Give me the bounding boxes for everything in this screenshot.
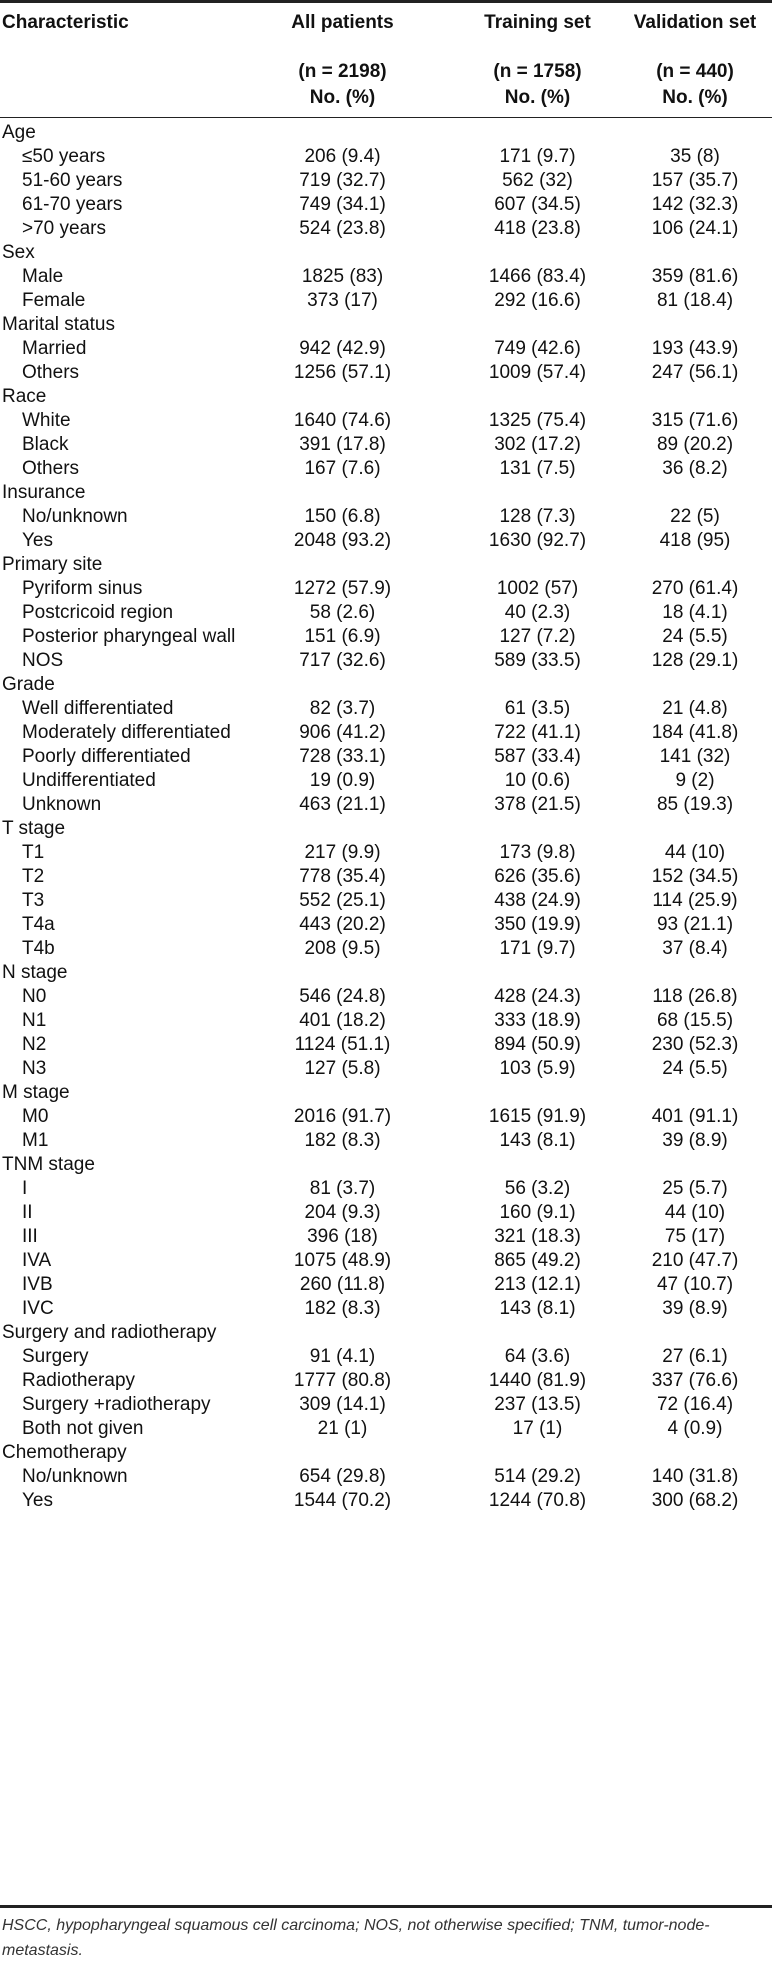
validation-set-cell: 142 (32.3): [651, 194, 739, 215]
group-label: Marital status: [2, 314, 115, 335]
validation-set-cell: 337 (76.6): [651, 1370, 739, 1391]
row-label: 51-60 years: [22, 170, 123, 191]
validation-set-cell: 27 (6.1): [662, 1346, 728, 1367]
all-patients-cell: 1124 (51.1): [294, 1034, 391, 1055]
all-patients-cell: 906 (41.2): [299, 722, 386, 743]
all-patients-cell: 204 (9.3): [304, 1202, 381, 1223]
training-set-cell: 321 (18.3): [494, 1226, 581, 1247]
training-set-cell: 61 (3.5): [504, 698, 571, 719]
all-patients-cell: 21 (1): [317, 1418, 368, 1439]
row-label: III: [22, 1226, 38, 1247]
validation-set-cell: 93 (21.1): [656, 914, 734, 935]
training-set-cell: 562 (32): [502, 170, 573, 191]
validation-set-cell: 184 (41.8): [651, 722, 739, 743]
all-patients-cell: 728 (33.1): [299, 746, 386, 767]
all-patients-cell: 524 (23.8): [299, 218, 386, 239]
row-label: IVB: [22, 1274, 53, 1295]
row-label: Yes: [22, 1490, 53, 1511]
validation-set-cell: 18 (4.1): [662, 602, 728, 623]
row-label: IVA: [22, 1250, 52, 1271]
header-all-patients-unit: No. (%): [309, 87, 376, 108]
training-set-cell: 418 (23.8): [494, 218, 581, 239]
all-patients-cell: 208 (9.5): [304, 938, 381, 959]
row-label: N1: [22, 1010, 47, 1031]
validation-set-cell: 193 (43.9): [651, 338, 739, 359]
training-set-cell: 722 (41.1): [494, 722, 581, 743]
all-patients-cell: 81 (3.7): [309, 1178, 376, 1199]
row-label: Radiotherapy: [22, 1370, 136, 1391]
row-label: Others: [22, 458, 80, 479]
row-label: Surgery: [22, 1346, 89, 1367]
all-patients-cell: 443 (20.2): [299, 914, 386, 935]
training-set-cell: 56 (3.2): [504, 1178, 571, 1199]
training-set-cell: 171 (9.7): [499, 146, 576, 167]
header-training-set-unit: No. (%): [504, 87, 571, 108]
row-label: 61-70 years: [22, 194, 123, 215]
validation-set-cell: 152 (34.5): [651, 866, 739, 887]
row-label: Undifferentiated: [22, 770, 156, 791]
all-patients-cell: 396 (18): [307, 1226, 378, 1247]
validation-set-cell: 4 (0.9): [667, 1418, 723, 1439]
validation-set-cell: 118 (26.8): [652, 986, 738, 1007]
row-label: M1: [22, 1130, 49, 1151]
table-header: [0, 8, 772, 133]
training-set-cell: 10 (0.6): [504, 770, 571, 791]
validation-set-cell: 44 (10): [664, 842, 726, 863]
all-patients-cell: 719 (32.7): [299, 170, 386, 191]
validation-set-cell: 157 (35.7): [651, 170, 739, 191]
training-set-cell: 173 (9.8): [499, 842, 576, 863]
validation-set-cell: 35 (8): [670, 146, 720, 167]
table-footnote: HSCC, hypopharyngeal squamous cell carcinoma; NOS, not otherwise specified; TNM, tumor-node-metastasis.: [2, 1917, 710, 1959]
table-top-rule: [0, 0, 772, 3]
validation-set-cell: 85 (19.3): [656, 794, 734, 815]
validation-set-cell: 210 (47.7): [651, 1250, 739, 1271]
validation-set-cell: 89 (20.2): [656, 434, 734, 455]
header-characteristic: Characteristic: [2, 12, 129, 33]
header-validation-set-n: (n = 440): [656, 61, 734, 82]
all-patients-cell: 1075 (48.9): [293, 1250, 392, 1271]
all-patients-cell: 552 (25.1): [299, 890, 386, 911]
training-set-cell: 894 (50.9): [494, 1034, 581, 1055]
row-label: White: [22, 410, 71, 431]
training-set-cell: 143 (8.1): [499, 1298, 576, 1319]
training-set-cell: 589 (33.5): [494, 650, 581, 671]
row-label: I: [22, 1178, 28, 1199]
header-training-set-n: (n = 1758): [493, 61, 582, 82]
header-validation-set-unit: No. (%): [662, 87, 728, 108]
header-training-set: Training set: [484, 12, 591, 33]
group-label: Race: [2, 386, 47, 407]
training-set-cell: 128 (7.3): [499, 506, 576, 527]
all-patients-cell: 1272 (57.9): [293, 578, 392, 599]
all-patients-cell: 91 (4.1): [309, 1346, 376, 1367]
group-label: Insurance: [2, 482, 86, 503]
validation-set-cell: 128 (29.1): [651, 650, 739, 671]
training-set-cell: 1615 (91.9): [488, 1106, 587, 1127]
all-patients-cell: 260 (11.8): [299, 1274, 386, 1295]
training-set-cell: 626 (35.6): [494, 866, 581, 887]
row-label: Postcricoid region: [22, 602, 174, 623]
all-patients-cell: 463 (21.1): [299, 794, 386, 815]
validation-set-cell: 24 (5.5): [662, 1058, 728, 1079]
group-label: Primary site: [2, 554, 103, 575]
all-patients-cell: 778 (35.4): [299, 866, 386, 887]
validation-set-cell: 25 (5.7): [662, 1178, 728, 1199]
group-label: Chemotherapy: [2, 1442, 127, 1463]
row-label: Male: [22, 266, 64, 287]
group-label: Surgery and radiotherapy: [2, 1322, 217, 1343]
validation-set-cell: 140 (31.8): [651, 1466, 739, 1487]
training-set-cell: 64 (3.6): [504, 1346, 571, 1367]
all-patients-cell: 206 (9.4): [304, 146, 381, 167]
all-patients-cell: 217 (9.9): [304, 842, 381, 863]
training-set-cell: 587 (33.4): [494, 746, 581, 767]
validation-set-cell: 39 (8.9): [662, 1130, 728, 1151]
group-label: Grade: [2, 674, 55, 695]
training-set-cell: 350 (19.9): [494, 914, 581, 935]
validation-set-cell: 36 (8.2): [662, 458, 728, 479]
training-set-cell: 749 (42.6): [494, 338, 581, 359]
training-set-cell: 428 (24.3): [494, 986, 581, 1007]
validation-set-cell: 37 (8.4): [662, 938, 728, 959]
all-patients-cell: 182 (8.3): [304, 1298, 381, 1319]
group-label: T stage: [2, 818, 66, 839]
training-set-cell: 131 (7.5): [499, 458, 576, 479]
validation-set-cell: 39 (8.9): [662, 1298, 728, 1319]
training-set-cell: 302 (17.2): [494, 434, 581, 455]
validation-set-cell: 75 (17): [664, 1226, 726, 1247]
training-set-cell: 160 (9.1): [499, 1202, 576, 1223]
all-patients-cell: 749 (34.1): [299, 194, 386, 215]
row-label: II: [22, 1202, 33, 1223]
row-label: Moderately differentiated: [22, 722, 231, 743]
all-patients-cell: 546 (24.8): [299, 986, 386, 1007]
validation-set-cell: 401 (91.1): [651, 1106, 739, 1127]
all-patients-cell: 151 (6.9): [304, 626, 381, 647]
validation-set-cell: 300 (68.2): [651, 1490, 739, 1511]
all-patients-cell: 942 (42.9): [299, 338, 386, 359]
all-patients-cell: 58 (2.6): [309, 602, 376, 623]
training-set-cell: 1325 (75.4): [488, 410, 587, 431]
row-label: No/unknown: [22, 1466, 128, 1487]
training-set-cell: 514 (29.2): [494, 1466, 581, 1487]
training-set-cell: 333 (18.9): [494, 1010, 581, 1031]
training-set-cell: 213 (12.1): [494, 1274, 581, 1295]
validation-set-cell: 106 (24.1): [651, 218, 739, 239]
header-validation-set: Validation set: [633, 12, 757, 33]
validation-set-cell: 72 (16.4): [656, 1394, 734, 1415]
training-set-cell: 607 (34.5): [494, 194, 581, 215]
validation-set-cell: 230 (52.3): [651, 1034, 739, 1055]
validation-set-cell: 44 (10): [664, 1202, 726, 1223]
row-label: M0: [22, 1106, 49, 1127]
row-label: IVC: [22, 1298, 54, 1319]
validation-set-cell: 68 (15.5): [656, 1010, 734, 1031]
validation-set-cell: 81 (18.4): [656, 290, 734, 311]
validation-set-cell: 418 (95): [659, 530, 731, 551]
row-label: Both not given: [22, 1418, 144, 1439]
training-set-cell: 1009 (57.4): [488, 362, 587, 383]
row-label: T3: [22, 890, 45, 911]
all-patients-cell: 654 (29.8): [299, 1466, 386, 1487]
validation-set-cell: 359 (81.6): [651, 266, 739, 287]
row-label: N2: [22, 1034, 47, 1055]
group-label: Age: [2, 122, 36, 143]
training-set-cell: 127 (7.2): [499, 626, 576, 647]
training-set-cell: 865 (49.2): [494, 1250, 581, 1271]
table-bottom-rule: [0, 1905, 772, 1908]
training-set-cell: 378 (21.5): [494, 794, 581, 815]
row-label: Surgery +radiotherapy: [22, 1394, 211, 1415]
row-label: Poorly differentiated: [22, 746, 191, 767]
row-label: Well differentiated: [22, 698, 174, 719]
training-set-cell: 292 (16.6): [494, 290, 581, 311]
all-patients-cell: 150 (6.8): [304, 506, 381, 527]
training-set-cell: 143 (8.1): [499, 1130, 576, 1151]
training-set-cell: 1466 (83.4): [488, 266, 587, 287]
validation-set-cell: 47 (10.7): [656, 1274, 734, 1295]
group-label: TNM stage: [2, 1154, 95, 1175]
row-label: Others: [22, 362, 80, 383]
validation-set-cell: 114 (25.9): [652, 890, 738, 911]
row-label: Pyriform sinus: [22, 578, 143, 599]
all-patients-cell: 1544 (70.2): [293, 1490, 392, 1511]
row-label: NOS: [22, 650, 64, 671]
validation-set-cell: 24 (5.5): [662, 626, 728, 647]
training-set-cell: 1244 (70.8): [488, 1490, 587, 1511]
row-label: T4b: [22, 938, 55, 959]
row-label: Female: [22, 290, 86, 311]
group-label: M stage: [2, 1082, 70, 1103]
all-patients-cell: 167 (7.6): [304, 458, 381, 479]
all-patients-cell: 82 (3.7): [309, 698, 376, 719]
row-label: Black: [22, 434, 69, 455]
group-label: Sex: [2, 242, 35, 263]
row-label: Posterior pharyngeal wall: [22, 626, 236, 647]
all-patients-cell: 391 (17.8): [299, 434, 386, 455]
all-patients-cell: 717 (32.6): [299, 650, 386, 671]
row-label: N3: [22, 1058, 47, 1079]
validation-set-cell: 270 (61.4): [651, 578, 739, 599]
validation-set-cell: 22 (5): [670, 506, 720, 527]
row-label: Yes: [22, 530, 53, 551]
training-set-cell: 40 (2.3): [504, 602, 571, 623]
group-label: N stage: [2, 962, 68, 983]
validation-set-cell: 141 (32): [659, 746, 731, 767]
all-patients-cell: 2016 (91.7): [293, 1106, 392, 1127]
training-set-cell: 1002 (57): [496, 578, 579, 599]
training-set-cell: 103 (5.9): [499, 1058, 576, 1079]
all-patients-cell: 2048 (93.2): [293, 530, 392, 551]
all-patients-cell: 182 (8.3): [304, 1130, 381, 1151]
all-patients-cell: 1640 (74.6): [293, 410, 392, 431]
row-label: >70 years: [22, 218, 106, 239]
training-set-cell: 1440 (81.9): [488, 1370, 587, 1391]
training-set-cell: 438 (24.9): [494, 890, 581, 911]
all-patients-cell: 309 (14.1): [299, 1394, 386, 1415]
header-all-patients: All patients: [291, 12, 394, 33]
row-label: T2: [22, 866, 45, 887]
validation-set-cell: 9 (2): [675, 770, 715, 791]
row-label: Unknown: [22, 794, 102, 815]
training-set-cell: 171 (9.7): [499, 938, 576, 959]
all-patients-cell: 127 (5.8): [304, 1058, 381, 1079]
all-patients-cell: 401 (18.2): [299, 1010, 386, 1031]
row-label: T1: [22, 842, 45, 863]
row-label: Married: [22, 338, 87, 359]
training-set-cell: 17 (1): [512, 1418, 563, 1439]
all-patients-cell: 19 (0.9): [309, 770, 376, 791]
header-all-patients-n: (n = 2198): [298, 61, 387, 82]
validation-set-cell: 21 (4.8): [662, 698, 728, 719]
row-label: No/unknown: [22, 506, 128, 527]
all-patients-cell: 1777 (80.8): [293, 1370, 392, 1391]
all-patients-cell: 373 (17): [307, 290, 378, 311]
all-patients-cell: 1825 (83): [301, 266, 384, 287]
row-label: N0: [22, 986, 47, 1007]
row-label: T4a: [22, 914, 55, 935]
all-patients-cell: 1256 (57.1): [293, 362, 392, 383]
row-label: ≤50 years: [22, 146, 106, 167]
training-set-cell: 237 (13.5): [494, 1394, 581, 1415]
training-set-cell: 1630 (92.7): [488, 530, 587, 551]
table-row: [0, 1486, 772, 1516]
validation-set-cell: 315 (71.6): [651, 410, 739, 431]
validation-set-cell: 247 (56.1): [651, 362, 739, 383]
